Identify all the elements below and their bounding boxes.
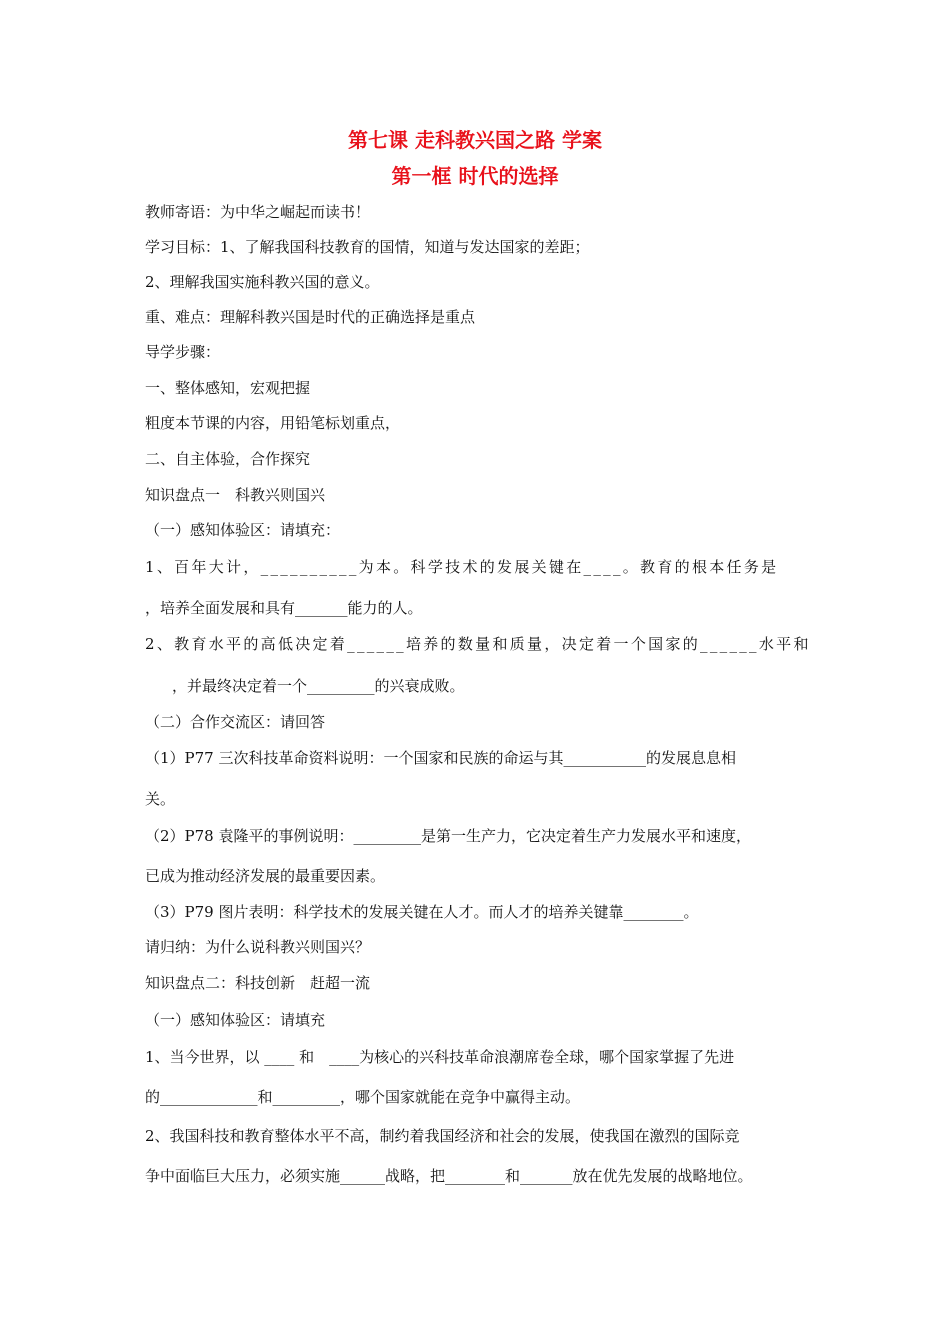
step-two-heading: 二、自主体验，合作探究	[145, 450, 311, 468]
answer-question-3: （3）P79 图片表明：科学技术的发展关键在人才。而人才的培养关键靠________。	[145, 903, 699, 921]
fill-question-3: 1、当今世界，以 ____ 和 ____为核心的兴科技革命浪潮席卷全球，哪个国家掌握了先进	[145, 1048, 735, 1066]
fill-question-2-cont: ，并最终决定着一个_________的兴衰成败。	[172, 677, 465, 695]
document-subtitle: 第一框 时代的选择	[391, 164, 559, 188]
section-cooperation-1: （二）合作交流区：请回答	[145, 713, 326, 731]
knowledge-point-1-heading: 知识盘点一 科教兴则国兴	[145, 486, 326, 504]
guide-steps-heading: 导学步骤：	[145, 343, 221, 361]
step-one-heading: 一、整体感知，宏观把握	[145, 379, 311, 397]
step-one-text: 粗度本节课的内容，用铅笔标划重点，	[145, 414, 401, 432]
fill-question-1-cont: ，培养全面发展和具有_______能力的人。	[145, 599, 423, 617]
answer-question-2: （2）P78 袁隆平的事例说明：_________是第一生产力，它决定着生产力发展水平和速度，	[145, 827, 751, 845]
fill-question-4-cont: 争中面临巨大压力，必须实施______战略，把________和_______放在优先发展的战略地位。	[145, 1167, 753, 1185]
summary-prompt: 请归纳：为什么说科教兴则国兴？	[145, 938, 371, 956]
fill-question-3-cont: 的_____________和_________，哪个国家就能在竞争中赢得主动。	[145, 1088, 581, 1106]
answer-question-2-cont: 已成为推动经济发展的最重要因素。	[145, 867, 386, 885]
fill-question-1: 1、百年大计，__________为本。科学技术的发展关键在____。教育的根本任务是	[145, 558, 779, 576]
knowledge-point-2-heading: 知识盘点二：科技创新 赶超一流	[145, 974, 371, 992]
fill-question-2: 2、教育水平的高低决定着______培养的数量和质量，决定着一个国家的______水平和	[145, 635, 811, 653]
key-points: 重、难点：理解科教兴国是时代的正确选择是重点	[145, 308, 476, 326]
teacher-message: 教师寄语：为中华之崛起而读书！	[145, 203, 371, 221]
answer-question-1: （1）P77 三次科技革命资料说明：一个国家和民族的命运与其___________的发展息息相	[145, 749, 736, 767]
learning-goal-2: 2、理解我国实施科教兴国的意义。	[145, 273, 380, 291]
section-perception-2: （一）感知体验区：请填充	[145, 1011, 326, 1029]
document-title: 第七课 走科教兴国之路 学案	[348, 128, 602, 152]
learning-goal-1: 学习目标：1、了解我国科技教育的国情，知道与发达国家的差距；	[145, 238, 590, 256]
section-perception-1: （一）感知体验区：请填充：	[145, 521, 341, 539]
fill-question-4: 2、我国科技和教育整体水平不高，制约着我国经济和社会的发展，使我国在激烈的国际竞	[145, 1127, 740, 1145]
answer-question-1-cont: 关。	[145, 790, 176, 808]
